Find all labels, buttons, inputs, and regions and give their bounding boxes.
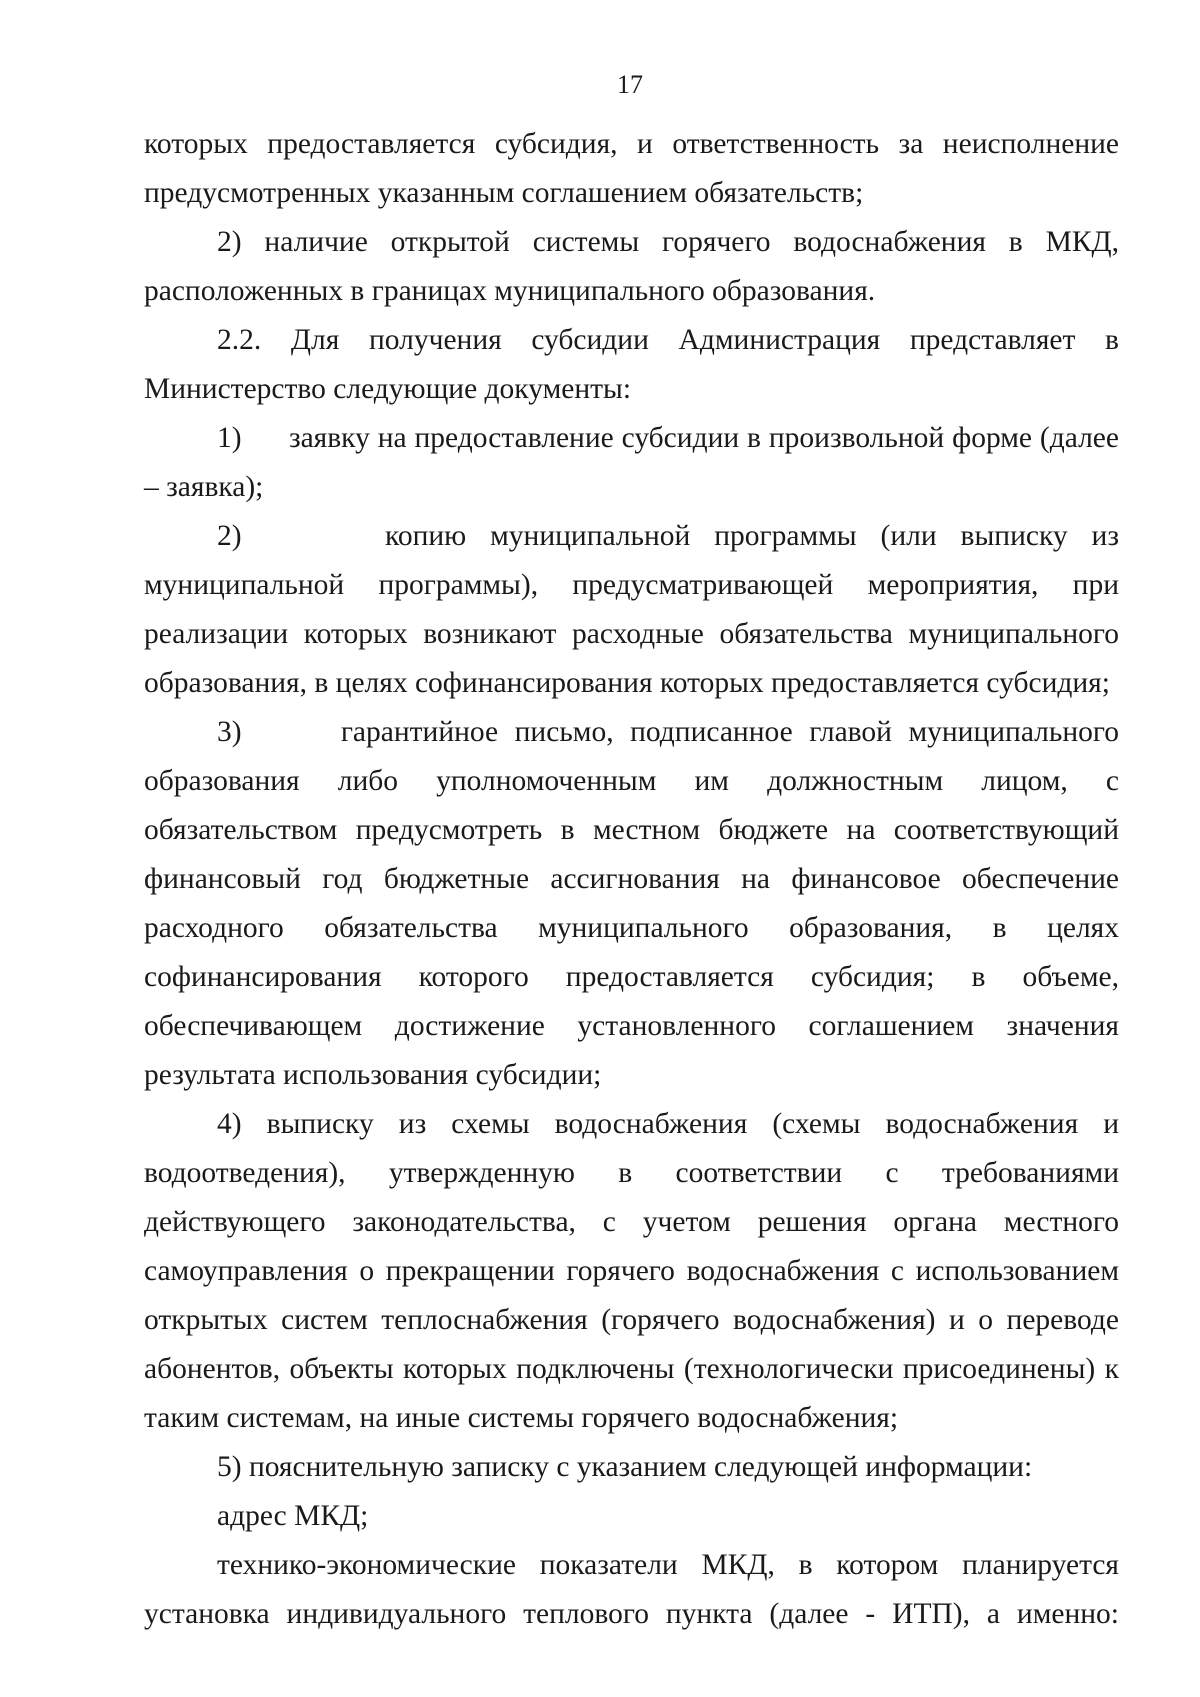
- paragraph-doc-item-4: 4) выписку из схемы водоснабжения (схемы водоснабжения и водоотведения), утвержденную в соответствии с требованиями действующего законодательства, с учетом решения органа местного самоуправления о прекращении горячего водоснабжения с использованием открытых систем теплоснабжения (горячего водоснабжения) и о переводе абонентов, объекты которых подключены (технологически присоединены) к таким системам, на иные системы горячего водоснабжения;: [144, 1108, 1119, 1434]
- paragraph-section-2-2: 2.2. Для получения субсидии Администрация представляет в Министерство следующие документы:: [144, 324, 1119, 405]
- paragraph-address: адрес МКД;: [217, 1500, 369, 1532]
- page-number: 17: [617, 70, 643, 99]
- paragraph-doc-item-3: 3) гарантийное письмо, подписанное главой муниципального образования либо уполномоченным им должностным лицом, с обязательством предусмотреть в местном бюджете на соответствующий финансовый год бюджетные ассигнования на финансовое обеспечение расходного обязательства муниципального образования, в целях софинансирования которого предоставляется субсидия; в объеме, обеспечивающем достижение установленного соглашением значения результата использования субсидии;: [144, 716, 1119, 1091]
- paragraph-item-2-open-system: 2) наличие открытой системы горячего водоснабжения в МКД, расположенных в границах муниципального образования.: [144, 226, 1119, 307]
- paragraph-doc-item-2: 2) копию муниципальной программы (или выписку из муниципальной программы), предусматривающей мероприятия, при реализации которых возникают расходные обязательства муниципального образования, в целях софинансирования которых предоставляется субсидия;: [144, 520, 1119, 699]
- paragraph-doc-item-1: 1) заявку на предоставление субсидии в произвольной форме (далее – заявка);: [144, 422, 1119, 503]
- paragraph-technical-indicators: технико-экономические показатели МКД, в котором планируется установка индивидуального теплового пункта (далее - ИТП), а именно:: [144, 1549, 1119, 1630]
- paragraph-doc-item-5: 5) пояснительную записку с указанием следующей информации:: [217, 1451, 1033, 1483]
- document-body: [144, 120, 1119, 1639]
- paragraph-continuation: которых предоставляется субсидия, и ответственность за неисполнение предусмотренных указанным соглашением обязательств;: [144, 128, 1119, 209]
